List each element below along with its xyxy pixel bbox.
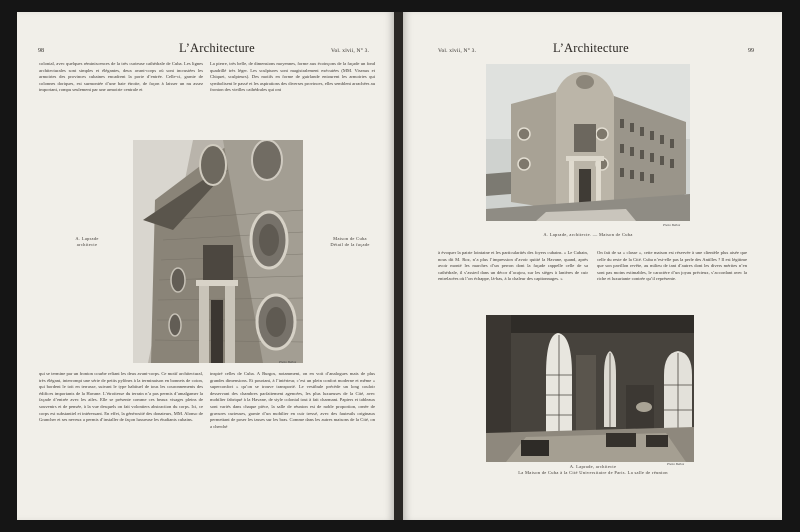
photo-credit: Photo Bulloz (667, 462, 685, 466)
right-page (403, 12, 782, 520)
photo-caption: A. Laprade, architecte La Maison de Cuba à la Cité Universitaire de Paris. La salle de réunion (518, 464, 668, 475)
masthead: L’Architecture (553, 41, 629, 55)
photo-credit: Photo Bulloz (663, 223, 681, 227)
left-page (17, 12, 394, 520)
side-caption-subject: Maison de Cuba Détail de la façade (330, 236, 370, 247)
page-number: 98 (38, 48, 44, 54)
text-column-top-left: colonial, avec quelques réminiscences de la très curieuse cathédrale de Cuba. Les lignes architecturales sont simples et élégantes, deux avant-corps où sont incrustées les armoiries des provinces cubaines encadrent la porte d’entrée. Celle-ci, garnie de colonnes doriques, est surmontée d’une baie étroite, de façon à laisser un nu assez important, rompu seulement par une armoirie centrale et (39, 61, 203, 93)
book-gutter (394, 12, 403, 520)
text-column-left: à évoquer la patrie lointaine et les particularités des foyers cubains. « Le Cubain, nous dit M. Roz, n’a plus l’impression d’avoir quitté la Havane, quand, après avoir monté les marches d’un perron dont la façade rappelle celle de sa cathédrale, il s’assied dans un décor d’acajou, sur les sièges à lanières de cuir entrelacées où l’on échappe, là-bas, à la chaleur des capitonnages. » (438, 250, 588, 282)
photo-caption: A. Laprade, architecte. — Maison de Cuba (543, 232, 633, 237)
text-column-bottom-right: inspiré celles de Cuba. A Burgos, notamment, on en voit d’analogues mais de plus grandes dimensions. Et pourtant, à l’intérieur, c’est un plein confort moderne et même « superconfort » qu’on se trouve transporté. Le vestibule précède un long couloir desservant des chambres parfaitement agencées, les plus luxueuses de la Cité, avec mobilier fabriqué à la Havane, de style colonial tout à fait charmant. Papiers et tableaux sont variés dans chaque pièce, la salle de réunion est de noble proportion, ornée de gravures curieuses, garnie d’un mobilier en cuir tressé, avec des fauteuils originaux permettant de poser les tasses sur les bras. Comme dans les autres maisons de la Cité, on a cherché (210, 371, 375, 429)
masthead: L’Architecture (179, 41, 255, 55)
text-column-bottom-left: qui se termine par un fronton courbe reliant les deux avant-corps. Ce motif architectural, très élégant, interrompt une série de petits pylônes à la terminaison en bonnets de coton, qui bordent le toit en terrasse, suivant le type habituel de tous les couronnements des édifices importants de la Havane. L’étroitesse du terrain n’a pas permis d’amalgamer la façade d’entrée avec les ailes. Elle se présente comme ces beaux visages pleins de souvenirs et de pensée, à la vue desquels on fait volontiers abstraction du corps. Ici, ce corps est substantiel et intéressant. En effet, la générosité des donateurs, MM. Alonso de Grancher et ses neveux a permis d’installer de façon luxueuse les étudiants cubains. (39, 371, 203, 423)
side-caption-architect: A. Laprade architecte (75, 236, 99, 247)
text-column-right: On fait de sa « classe », cette maison est réservée à une clientèle plus aisée que celle du reste de la Cité. Cuba n’est-elle pas la perle des Antilles ? Il est légitime que son pavillon revête, au milieu de tant d’autres dont les divers mérites n’en sont pas moins estimables, le caractère d’un joyau précieux, s’accordant avec la riche et luxuriante contrée qu’il représente. (597, 250, 747, 282)
facade-detail-photo (133, 140, 303, 363)
text-column-top-right: La pierre, très belle, de dimensions moyennes, forme aux écoinçons de la façade un fond quadrillé très léger. Les sculptures sont magistralement exécutées (MM. Viseaux et Chiquet, sculpteurs). Des motifs en forme de guirlande entourent les armoiries qui symbolisent le passé et les aspirations des diverses provinces, elles semblent arrachées au fronton des vieilles cathédrales qui ont (210, 61, 375, 93)
volume-label: Vol. xlvii, N° 3. (331, 48, 370, 54)
volume-label: Vol. xlvii, N° 3. (438, 48, 477, 54)
building-exterior-photo (486, 64, 690, 221)
meeting-room-photo (486, 315, 694, 462)
page-number: 99 (748, 48, 754, 54)
photo-credit: Photo Bulloz (279, 360, 297, 364)
